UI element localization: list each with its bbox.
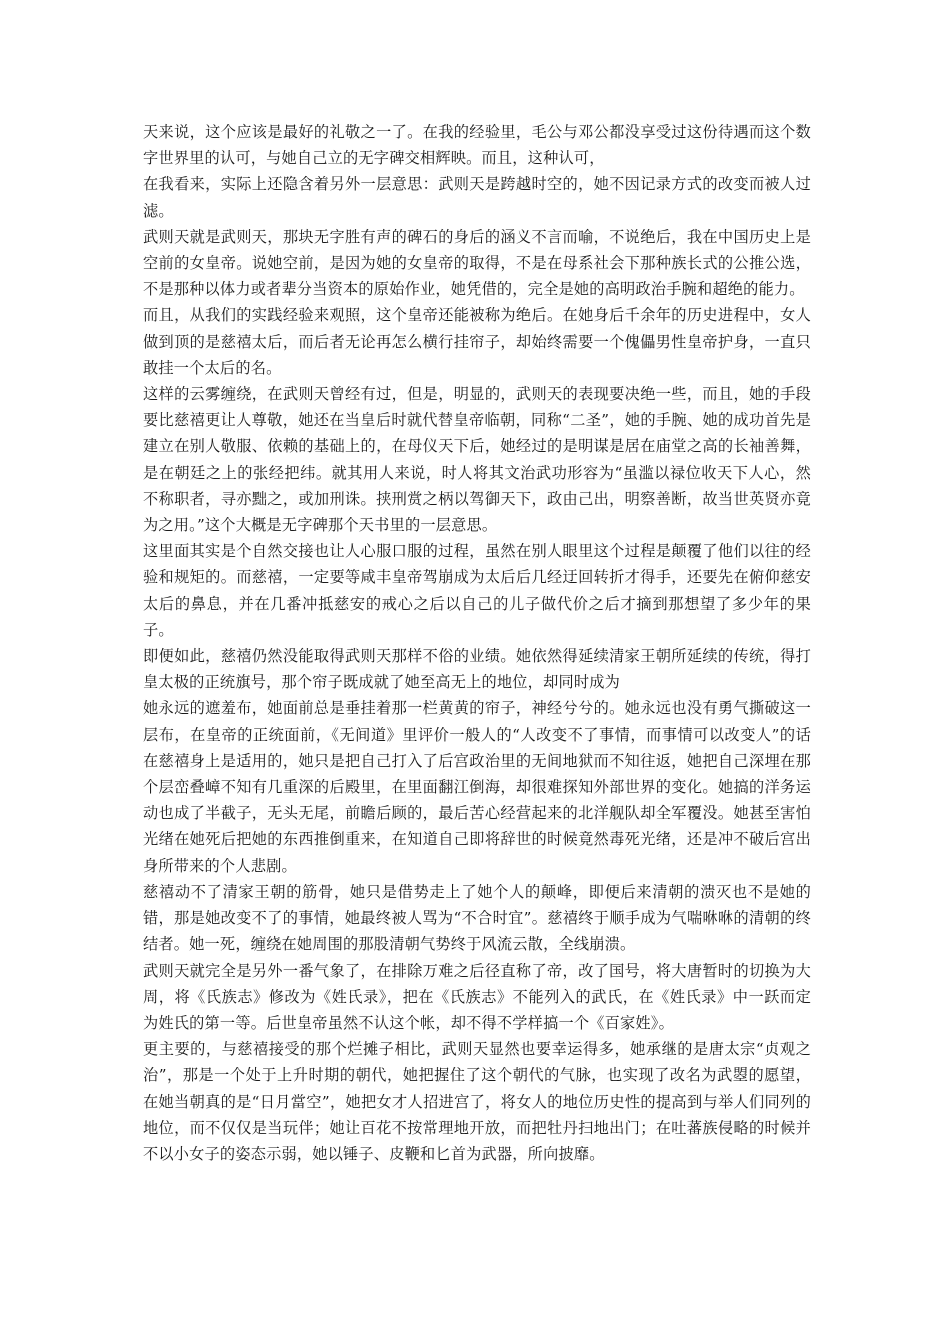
paragraph-6: 这里面其实是个自然交接也让人心服口服的过程，虽然在别人眼里这个过程是颠覆了他们以往的经验和规矩的。而慈禧，一定要等咸丰皇帝驾崩成为太后后几经迂回转折才得手，还要先在俯仰慈安太后的鼻息，并在几番冲抵慈安的戒心之后以自己的儿子做代价之后才摘到那想望了多少年的果子。 — [143, 542, 811, 639]
paragraph-5: 这样的云雾缠绕，在武则天曾经有过，但是，明显的，武则天的表现要决绝一些，而且，她的手段要比慈禧更让人尊敬，她还在当皇后时就代替皇帝临朝，同称“二圣”，她的手腕、她的成功首先是建立在别人敬服、依赖的基础上的，在母仪天下后，她经过的是明谋是居在庙堂之高的长袖善舞，是在朝廷之上的张经把纬。就其用人来说，时人将其文治武功形容为“虽滥以禄位收天下人心，然不称职者，寻亦黜之，或加刑诛。挟刑赏之柄以驾御天下，政由己出，明察善断，故当世英贤亦竟为之用。”这个大概是无字碑那个天书里的一层意思。 — [143, 385, 811, 535]
paragraph-2: 在我看来，实际上还隐含着另外一层意思：武则天是跨越时空的，她不因记录方式的改变而被人过滤。 — [143, 175, 811, 220]
paragraph-9: 慈禧动不了清家王朝的筋骨，她只是借势走上了她个人的颠峰，即便后来清朝的溃灭也不是她的错，那是她改变不了的事情，她最终被人骂为“不合时宜”。慈禧终于顺手成为气喘咻咻的清朝的终结者。她一死，缠绕在她周围的那股清朝气势终于风流云散，全线崩溃。 — [143, 882, 811, 954]
paragraph-4: 而且，从我们的实践经验来观照，这个皇帝还能被称为绝后。在她身后千余年的历史进程中，女人做到顶的是慈禧太后，而后者无论再怎么横行挂帘子，却始终需要一个傀儡男性皇帝护身，一直只敢挂一个太后的名。 — [143, 306, 811, 377]
article-body — [143, 119, 811, 1167]
paragraph-7: 即便如此，慈禧仍然没能取得武则天那样不俗的业绩。她依然得延续清家王朝所延续的传统，得打皇太极的正统旗号，那个帘子既成就了她至高无上的地位，却同时成为 — [143, 647, 811, 692]
paragraph-1: 天来说，这个应该是最好的礼敬之一了。在我的经验里，毛公与邓公都没享受过这份待遇而这个数字世界里的认可，与她自己立的无字碑交相辉映。而且，这种认可， — [143, 123, 811, 168]
paragraph-8: 她永远的遮羞布，她面前总是垂挂着那一栏黄黄的帘子，神经兮兮的。她永远也没有勇气撕破这一层布，在皇帝的正统面前，《无间道》里评价一般人的“人改变不了事情，而事情可以改变人”的话在慈禧身上是适用的，她只是把自己打入了后宫政治里的无间地狱而不知往返，她把自己深埋在那个层峦叠嶂不知有几重深的后殿里，在里面翻江倒海，却很难探知外部世界的变化。她搞的洋务运动也成了半截子，无头无尾，前瞻后顾的，最后苦心经营起来的北洋舰队却全军覆没。她甚至害怕光绪在她死后把她的东西推倒重来，在知道自己即将辞世的时候竟然毒死光绪，还是冲不破后宫出身所带来的个人悲剧。 — [143, 699, 811, 875]
paragraph-3: 武则天就是武则天，那块无字胜有声的碑石的身后的涵义不言而喻，不说绝后，我在中国历史上是空前的女皇帝。说她空前，是因为她的女皇帝的取得，不是在母系社会下那种族长式的公推公选，不是那种以体力或者辈分当资本的原始作业，她凭借的，完全是她的高明政治手腕和超绝的能力。 — [143, 227, 811, 299]
paragraph-11: 更主要的，与慈禧接受的那个烂摊子相比，武则天显然也要幸运得多，她承继的是唐太宗“贞观之治”，那是一个处于上升时期的朝代，她把握住了这个朝代的气脉，也实现了改名为武曌的愿望，在她当朝真的是“日月當空”，她把女才人招进宫了，将女人的地位历史性的提高到与举人们同列的地位，而不仅仅是当玩伴；她让百花不按常理地开放，而把牡丹扫地出门；在吐蕃族侵略的时候并不以小女子的姿态示弱，她以锤子、皮鞭和匕首为武器，所向披靡。 — [143, 1040, 811, 1163]
paragraph-10: 武则天就完全是另外一番气象了，在排除万难之后径直称了帝，改了国号，将大唐暂时的切换为大周，将《氏族志》修改为《姓氏录》，把在《氏族志》不能列入的武氏，在《姓氏录》中一跃而定为姓氏的第一等。后世皇帝虽然不认这个帐，却不得不学样搞一个《百家姓》。 — [143, 961, 811, 1032]
